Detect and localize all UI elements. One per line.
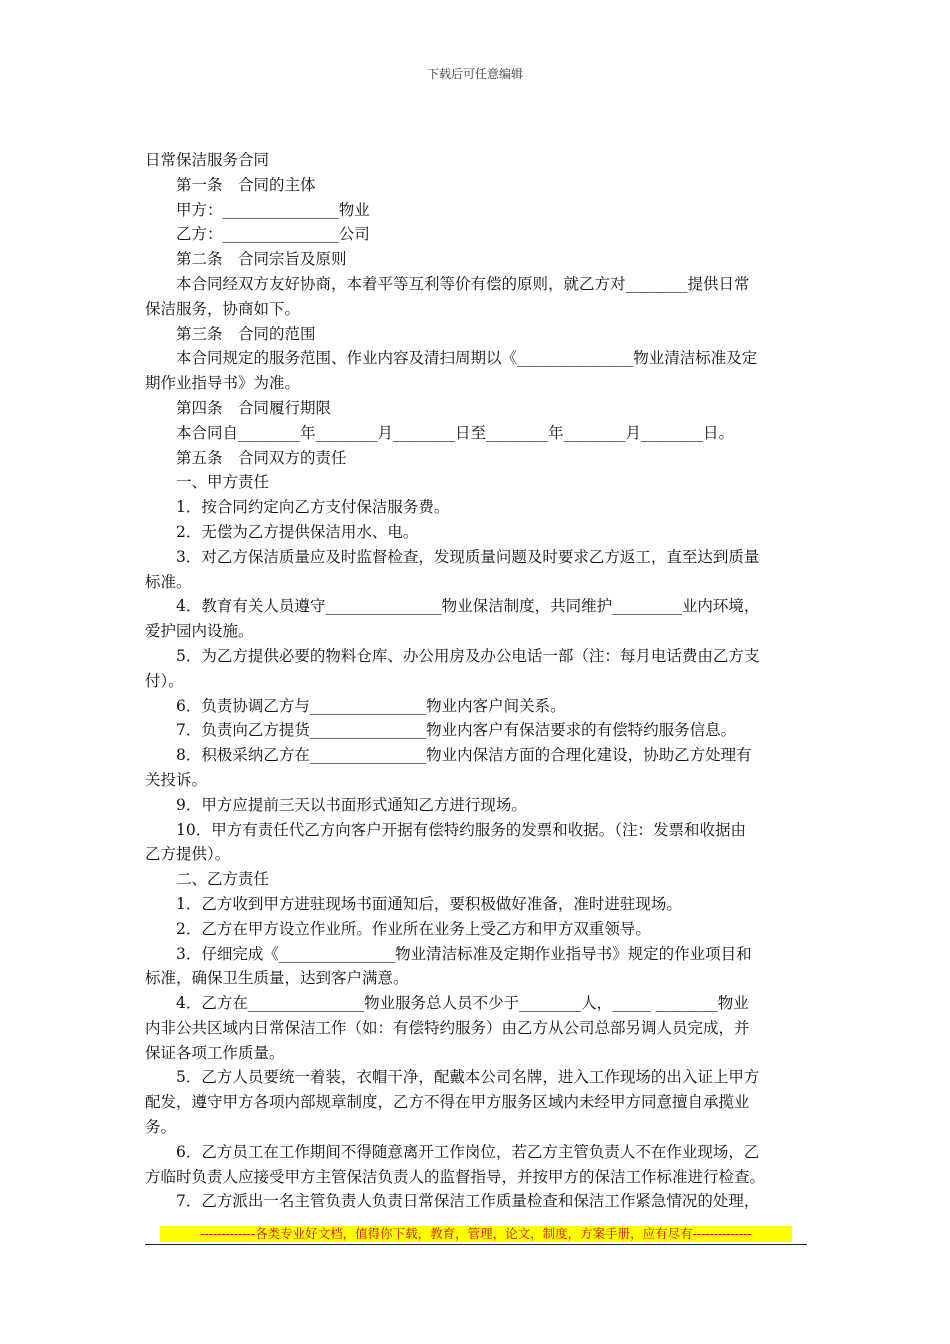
contract-line: 5．为乙方提供必要的物料仓库、办公用房及办公电话一部（注：每月电话费由乙方支 [145,646,760,665]
contract-line: 第四条 合同履行期限 [145,398,332,417]
contract-line: 本合同规定的服务范围、作业内容及清扫周期以《_______________物业清洁标准及定 [145,349,758,368]
contract-line: 9．甲方应提前三天以书面形式通知乙方进行现场。 [145,795,527,814]
contract-line: 配发，遵守甲方各项内部规章制度，乙方不得在甲方服务区域内未经甲方同意擅自承揽业 [145,1093,750,1112]
contract-line: 一、甲方责任 [145,473,270,492]
contract-line: 3．对乙方保洁质量应及时监督检查，发现质量问题及时要求乙方返工，直至达到质量 [145,547,760,566]
contract-line: 2．乙方在甲方设立作业所。作业所在业务上受乙方和甲方双重领导。 [145,919,651,938]
contract-line: 关投诉。 [145,770,208,789]
contract-line: 爱护园内设施。 [145,622,254,641]
document-title: 日常保洁服务合同 [145,151,270,169]
contract-line: 保洁服务，协商如下。 [145,299,301,318]
contract-line: 10．甲方有责任代乙方向客户开据有偿特约服务的发票和收据。（注：发票和收据由 [145,820,746,839]
contract-line: 7．乙方派出一名主管负责人负责日常保洁工作质量检查和保洁工作紧急情况的处理， [145,1192,760,1211]
contract-line: 4．教育有关人员遵守_______________物业保洁制度，共同维护_________业内环境， [145,597,760,616]
contract-line: 5．乙方人员要统一着装，衣帽干净，配戴本公司名牌，进入工作现场的出入证上甲方 [145,1068,760,1087]
contract-line: 期作业指导书》为准。 [145,374,301,393]
contract-line: 乙方提供）。 [145,845,231,864]
contract-line: 1．按合同约定向乙方支付保洁服务费。 [145,498,450,517]
contract-line: 方临时负责人应接受甲方主管保洁负责人的监督指导，并按甲方的保洁工作标准进行检查。 [145,1167,766,1186]
contract-line: 第五条 合同双方的责任 [145,448,347,467]
contract-line: 标准。 [145,572,192,591]
contract-line: 7．负责向乙方提货_______________物业内客户有保洁要求的有偿特约服务信息。 [145,721,737,740]
contract-line: 6．乙方员工在工作期间不得随意离开工作岗位，若乙方主管负责人不在作业现场，乙 [145,1142,760,1161]
page-header: 下载后可任意编辑 [426,67,523,81]
footer-promo-text: -------------各类专业好文档，值得你下载，教育，管理，论文，制度，方案手册，应有尽有-------------- [200,1226,752,1241]
contract-line: 第一条 合同的主体 [145,175,316,194]
contract-body [145,148,807,1214]
contract-line: 二、乙方责任 [145,870,270,889]
contract-line: 付）。 [145,671,184,690]
contract-line: 6．负责协调乙方与_______________物业内客户间关系。 [145,696,566,715]
contract-line: 甲方：_______________物业 [145,200,370,219]
contract-line: 第二条 合同宗旨及原则 [145,250,347,269]
contract-line: 2．无偿为乙方提供保洁用水、电。 [145,522,419,541]
contract-line: 3．仔细完成《_______________物业清洁标准及定期作业指导书》规定的作业项目和 [145,944,752,963]
contract-line: 本合同经双方友好协商，本着平等互利等价有偿的原则，就乙方对________提供日常 [145,274,750,293]
contract-line: 1．乙方收到甲方进驻现场书面通知后，要积极做好准备，准时进驻现场。 [145,894,682,913]
footer-divider [145,1244,807,1245]
contract-line: 第三条 合同的范围 [145,324,316,343]
contract-line: 保证各项工作质量。 [145,1043,285,1062]
contract-line: 4．乙方在_______________物业服务总人员不少于________人，_____ ________物业 [145,994,749,1013]
contract-line: 本合同自________年________月________日至________年________月________日。 [145,423,735,442]
contract-line: 标准，确保卫生质量，达到客户满意。 [145,969,409,988]
contract-line: 乙方：_______________公司 [145,225,370,244]
contract-line: 务。 [145,1118,177,1137]
contract-line: 8．积极采纳乙方在_______________物业内保洁方面的合理化建设，协助乙方处理有 [145,746,752,765]
contract-line: 内非公共区域内日常保洁工作（如：有偿特约服务）由乙方从公司总部另调人员完成，并 [145,1018,750,1037]
